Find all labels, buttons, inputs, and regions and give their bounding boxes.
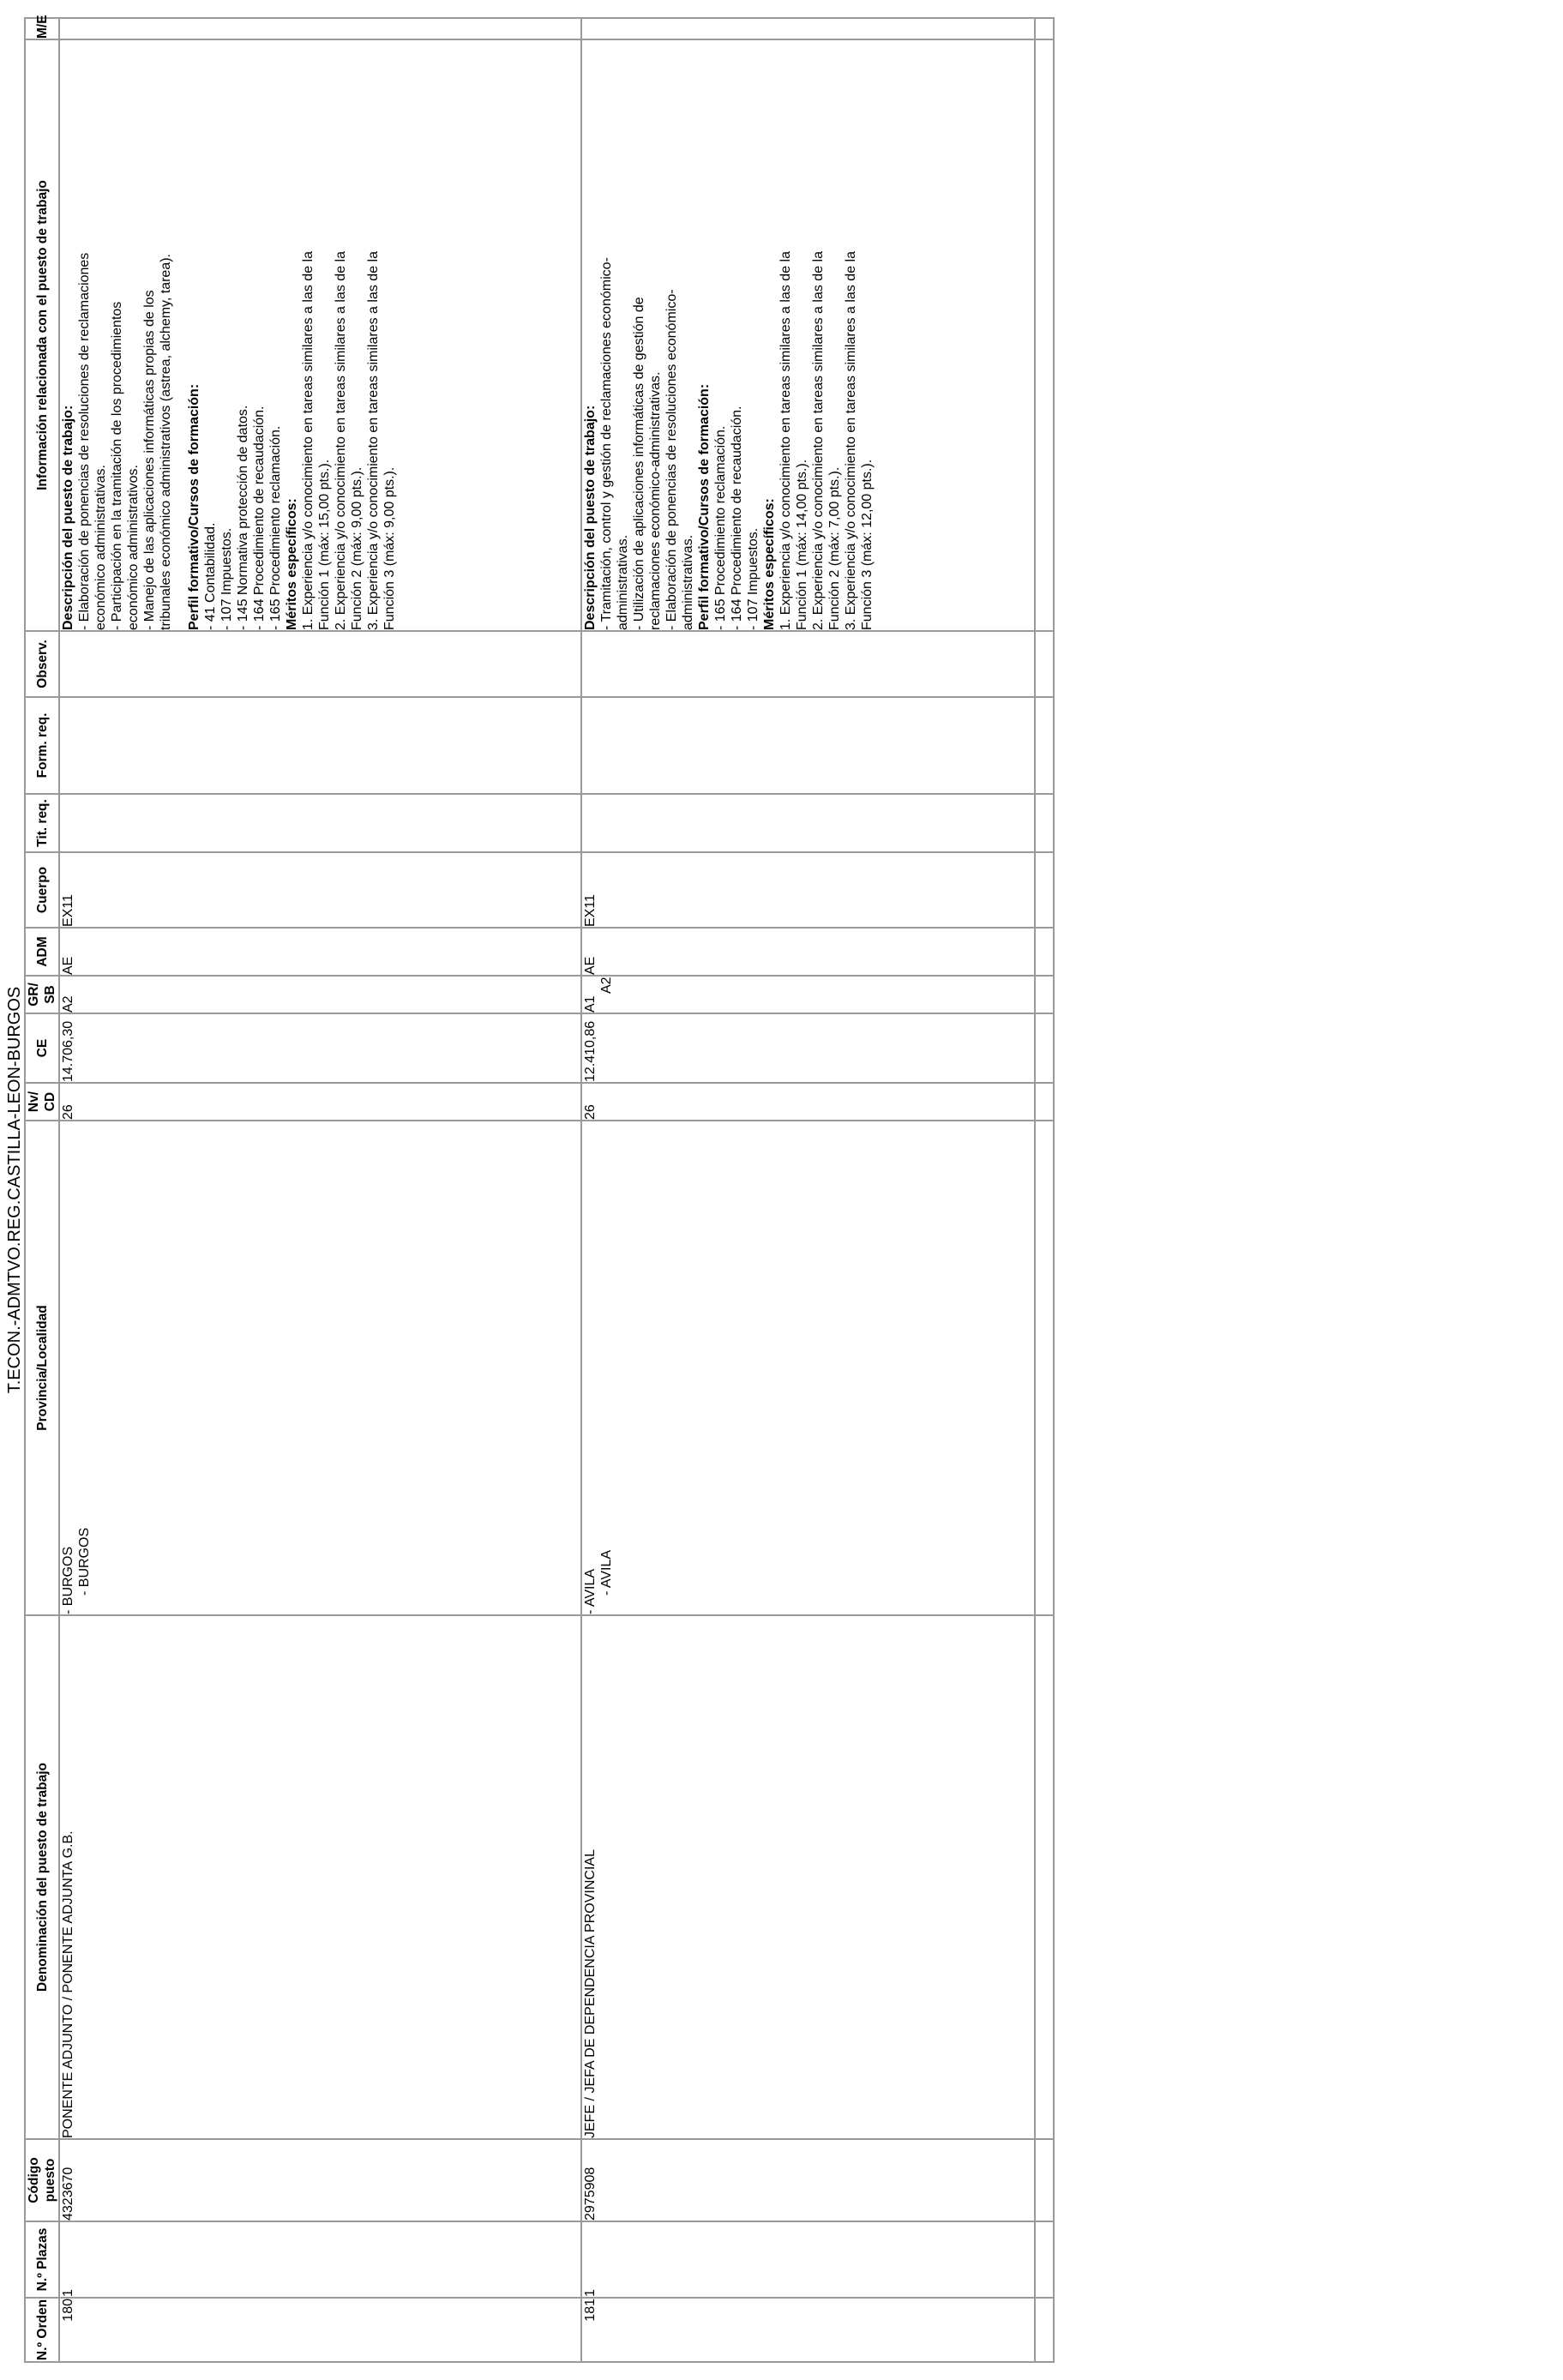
info-line: 3. Experiencia y/o conocimiento en tareas similares a las de la: [843, 251, 858, 630]
info-line: - 41 Contabilidad.: [203, 522, 218, 630]
info-line: - Manejo de las aplicaciones informáticas propias de los: [142, 290, 157, 630]
info-line: - 145 Normativa protección de datos.: [236, 405, 250, 630]
gr-value: A1: [582, 995, 598, 1013]
header-obs: Observ.: [25, 631, 59, 697]
header-denominacion: Denominación del puesto de trabajo: [25, 1615, 59, 2139]
localidad-value: - BURGOS: [77, 1527, 92, 1596]
cell-gr: [581, 976, 1035, 1013]
cell-m-e: [59, 18, 581, 39]
info-line: - Utilización de aplicaciones informáticas de gestión de: [631, 297, 646, 630]
info-line: Perfil formativo/Cursos de formación:: [187, 383, 201, 630]
header-tit: Tit. req.: [25, 794, 59, 852]
info-line: Función 1 (máx: 14,00 pts.).: [794, 459, 809, 630]
info-line: 1. Experiencia y/o conocimiento en tareas similares a las de la: [301, 251, 316, 630]
cell-provincia: [581, 1121, 1035, 1615]
header-m-e: M/E: [25, 18, 59, 39]
cell-orden: 181: [581, 2298, 1035, 2362]
table-row: [581, 18, 1035, 2362]
info-line: Función 1 (máx: 15,00 pts.).: [317, 459, 332, 630]
cell-codigo: 4323670: [59, 2139, 581, 2221]
cell-info: [59, 39, 581, 631]
cell-codigo: 2975908: [581, 2139, 1035, 2221]
cell-orden: 180: [59, 2298, 581, 2362]
info-line: 2. Experiencia y/o conocimiento en tareas similares a las de la: [810, 251, 826, 630]
header-nv-cd: [25, 1083, 59, 1121]
info-line: Función 3 (máx: 9,00 pts.).: [382, 466, 397, 630]
localidad-value: - AVILA: [598, 1549, 614, 1596]
provincia-value: - AVILA: [582, 1568, 598, 1614]
header-form: Form. req.: [25, 697, 59, 794]
info-line: - 107 Impuestos.: [745, 527, 760, 630]
header-info: Información relacionada con el puesto de trabajo: [25, 39, 59, 631]
cell-tit: [581, 794, 1035, 852]
info-line: Descripción del puesto de trabajo:: [61, 405, 75, 630]
table-footer-row: [1035, 18, 1054, 2362]
info-line: Méritos específicos:: [285, 498, 299, 630]
info-line: - 107 Impuestos.: [219, 527, 234, 630]
cell-plazas: 1: [59, 2221, 581, 2298]
cell-adm: AE: [581, 928, 1035, 976]
table-row: [59, 18, 581, 2362]
cell-provincia: [59, 1121, 581, 1615]
cell-tit: [59, 794, 581, 852]
cell-form: [581, 697, 1035, 794]
info-line: tribunales económico administrativos (astrea, alchemy, tarea).: [159, 254, 173, 630]
header-cuerpo: Cuerpo: [25, 852, 59, 928]
info-line: 3. Experiencia y/o conocimiento en tareas similares a las de la: [366, 251, 381, 630]
info-line: Función 2 (máx: 7,00 pts.).: [827, 466, 842, 630]
cell-cuerpo: EX11: [581, 852, 1035, 928]
info-line: administrativas.: [680, 534, 695, 630]
header-nv-line2: CD: [43, 1091, 57, 1112]
section-title: T.ECON.-ADMTVO.REG.CASTILLA-LEON-BURGOS: [5, 986, 24, 1394]
cell-gr: [59, 976, 581, 1013]
provincia-value: - BURGOS: [61, 1546, 75, 1614]
header-codigo: Código puesto: [25, 2139, 59, 2221]
info-line: reclamaciones económico-administrativas.: [647, 371, 663, 630]
cell-ce: 14.706,30: [59, 1013, 581, 1083]
cell-obs: [59, 631, 581, 697]
cell-m-e: [581, 18, 1035, 39]
gr-value: A2: [61, 995, 75, 1013]
info-line: - Participación en la tramitación de los procedimientos: [110, 301, 124, 630]
cell-obs: [581, 631, 1035, 697]
cell-denominacion: PONENTE ADJUNTO / PONENTE ADJUNTA G.B.: [59, 1615, 581, 2139]
positions-table: [24, 15, 1055, 2363]
info-line: - Tramitación, control y gestión de reclamaciones económico-: [598, 257, 614, 630]
cell-adm: AE: [59, 928, 581, 976]
cell-form: [59, 697, 581, 794]
header-ce: CE: [25, 1013, 59, 1083]
info-line: - Elaboración de ponencias de resoluciones económico-: [664, 289, 679, 630]
cell-plazas: 1: [581, 2221, 1035, 2298]
info-line: - 164 Procedimiento de recaudación.: [252, 406, 267, 630]
header-plazas: N.º Plazas: [25, 2221, 59, 2298]
header-gr-line2: SB: [43, 985, 57, 1004]
info-line: Méritos específicos:: [761, 498, 777, 630]
info-line: - Elaboración de ponencias de resoluciones de reclamaciones: [77, 252, 92, 630]
cell-ce: 12.410,86: [581, 1013, 1035, 1083]
info-line: 2. Experiencia y/o conocimiento en tareas similares a las de la: [334, 251, 348, 630]
info-line: administrativas.: [615, 534, 630, 630]
header-nv-line1: Nv/: [27, 1091, 41, 1113]
header-gr-line1: GR/: [27, 983, 41, 1007]
header-gr-sb: [25, 976, 59, 1013]
header-orden: N.º Orden: [25, 2298, 59, 2362]
cell-nv: 26: [581, 1083, 1035, 1121]
cell-denominacion: JEFE / JEFA DE DEPENDENCIA PROVINCIAL: [581, 1615, 1035, 2139]
info-line: Función 3 (máx: 12,00 pts.).: [859, 459, 875, 630]
info-line: Descripción del puesto de trabajo:: [582, 405, 598, 630]
info-line: - 165 Procedimiento reclamación.: [712, 425, 728, 630]
gr2-value: A2: [598, 977, 614, 994]
info-line: económico administrativos.: [126, 465, 141, 630]
info-line: 1. Experiencia y/o conocimiento en tareas similares a las de la: [778, 251, 793, 630]
header-adm: ADM: [25, 928, 59, 976]
info-line: económico administrativas.: [93, 465, 108, 630]
info-line: Perfil formativo/Cursos de formación:: [696, 383, 712, 630]
header-provincia: Provincia/Localidad: [25, 1121, 59, 1615]
info-line: Función 2 (máx: 9,00 pts.).: [350, 466, 364, 630]
cell-nv: 26: [59, 1083, 581, 1121]
cell-info: [581, 39, 1035, 631]
cell-cuerpo: EX11: [59, 852, 581, 928]
info-line: - 165 Procedimiento reclamación.: [268, 425, 283, 630]
info-line: - 164 Procedimiento de recaudación.: [729, 406, 744, 630]
